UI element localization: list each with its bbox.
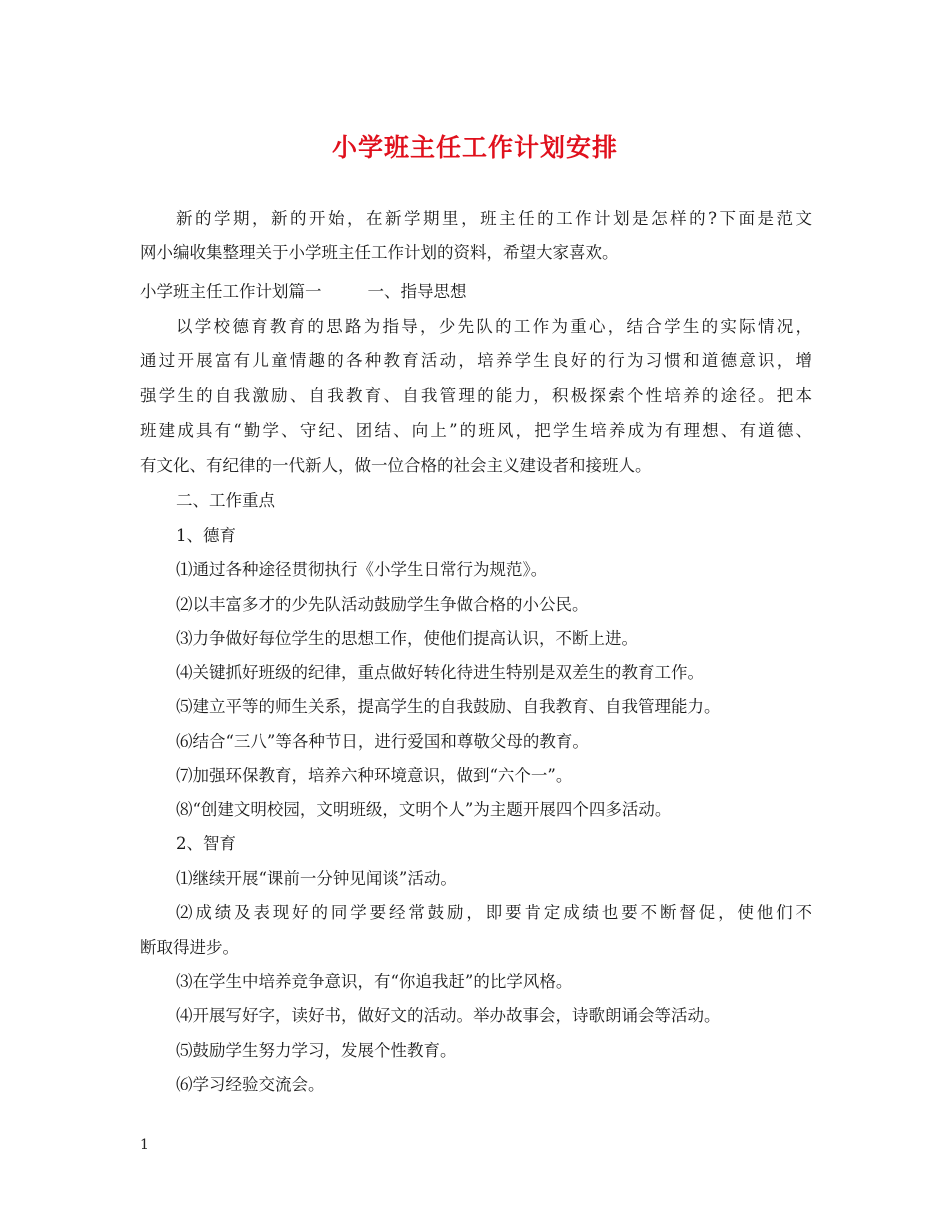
intellect-item: ⑶在学生中培养竞争意识，有“你追我赶”的比学风格。 — [176, 972, 573, 991]
section-heading-part-a: 小学班主任工作计划篇一 — [140, 282, 322, 301]
moral-item: ⑸建立平等的师生关系，提高学生的自我鼓励、自我教育、自我管理能力。 — [176, 697, 721, 716]
intro-line: 网小编收集整理关于小学班主任工作计划的资料，希望大家喜欢。 — [140, 243, 619, 262]
intellect-item: 断取得进步。 — [140, 938, 239, 957]
moral-item: ⑴通过各种途径贯彻执行《小学生日常行为规范》。 — [176, 560, 548, 579]
intellect-item: ⑷开展写好字，读好书，做好文的活动。举办故事会，诗歌朗诵会等活动。 — [176, 1006, 721, 1025]
section-heading-part-b: 一、指导思想 — [367, 282, 467, 301]
intellect-item: ⑴继续开展“课前一分钟见闻谈”活动。 — [176, 869, 457, 888]
intellect-item: ⑹学习经验交流会。 — [176, 1075, 325, 1094]
intellect-item: ⑵成绩及表现好的同学要经常鼓励，即要肯定成绩也要不断督促，使他们不 — [176, 903, 812, 922]
moral-item: ⑷关键抓好班级的纪律，重点做好转化待进生特别是双差生的教育工作。 — [176, 663, 704, 682]
guiding-line: 班建成具有“勤学、守纪、团结、向上”的班风，把学生培养成为有理想、有道德、 — [140, 421, 812, 440]
guiding-line: 通过开展富有儿童情趣的各种教育活动，培养学生良好的行为习惯和道德意识，增 — [140, 351, 812, 370]
intellect-item: ⑸鼓励学生努力学习，发展个性教育。 — [176, 1041, 457, 1060]
moral-item: ⑶力争做好每位学生的思想工作，使他们提高认识，不断上进。 — [176, 629, 638, 648]
moral-item: ⑺加强环保教育，培养六种环境意识，做到“六个一”。 — [176, 766, 573, 785]
intro-line: 新的学期，新的开始，在新学期里，班主任的工作计划是怎样的?下面是范文 — [176, 209, 812, 228]
guiding-line: 以学校德育教育的思路为指导，少先队的工作为重心，结合学生的实际情况， — [176, 317, 812, 336]
document-title: 小学班主任工作计划安排 — [331, 133, 618, 162]
focus-heading: 二、工作重点 — [176, 491, 275, 510]
page-number: 1 — [140, 1137, 149, 1153]
guiding-line: 强学生的自我激励、自我教育、自我管理的能力，积极探索个性培养的途径。把本 — [140, 386, 812, 405]
intellect-heading: 2、智育 — [176, 834, 236, 853]
moral-item: ⑻“创建文明校园，文明班级，文明个人”为主题开展四个四多活动。 — [176, 800, 672, 819]
moral-item: ⑹结合“三八”等各种节日，进行爱国和尊敬父母的教育。 — [176, 732, 589, 751]
moral-item: ⑵以丰富多才的少先队活动鼓励学生争做合格的小公民。 — [176, 595, 589, 614]
guiding-line: 有文化、有纪律的一代新人，做一位合格的社会主义建设者和接班人。 — [140, 456, 652, 475]
section-heading — [140, 281, 467, 303]
moral-heading: 1、德育 — [176, 526, 236, 545]
